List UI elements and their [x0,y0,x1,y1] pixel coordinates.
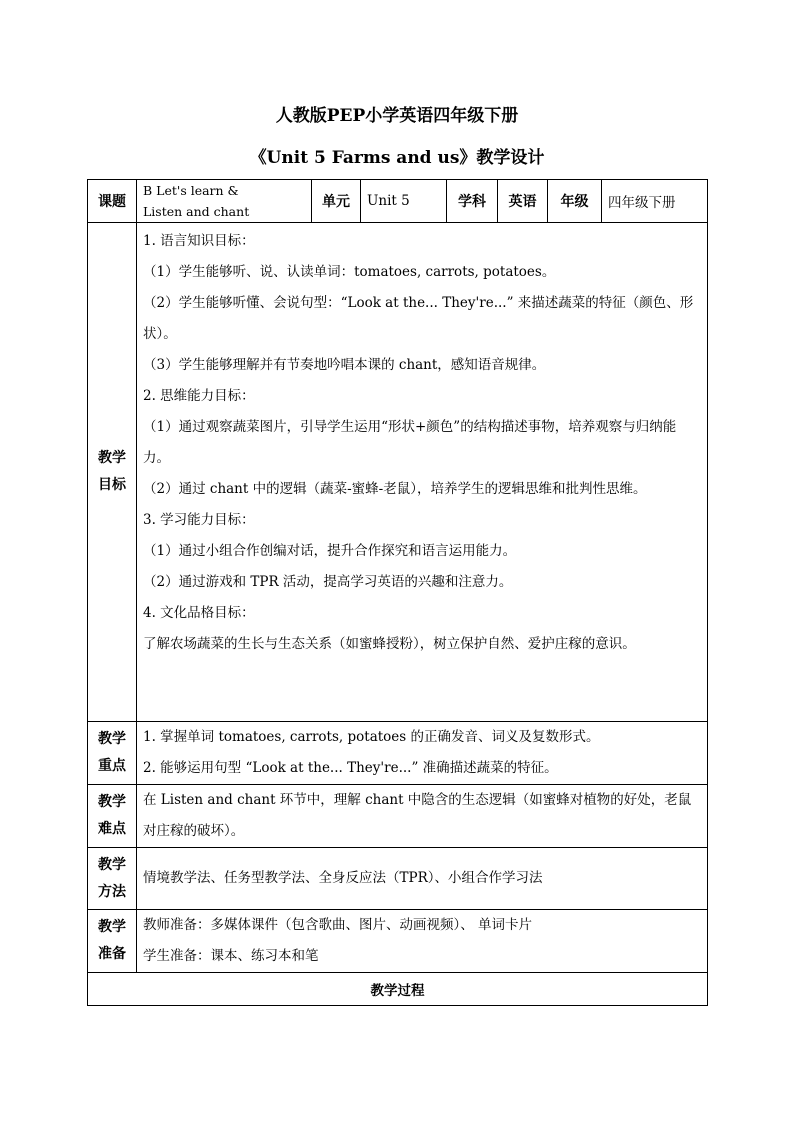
methods-content [137,848,708,910]
preparation-content [137,910,708,973]
teacher-preparation: 教师准备：多媒体课件（包含歌曲、图片、动画视频）、 单词卡片 [143,917,533,933]
difficulties-row [88,785,708,848]
goal-line: （1）通过观察蔬菜图片，引导学生运用“形状+颜色”的结构描述事物，培养观察与归纳能力。 [143,419,677,466]
methods-row [88,848,708,910]
student-preparation: 学生准备：课本、练习本和笔 [143,948,319,964]
process-row [88,973,708,1006]
goals-content [137,223,708,722]
key-point-line: 2. 能够运用句型 “Look at the... They're...” 准确描述蔬菜的特征。 [143,760,558,776]
difficulties-text: 在 Listen and chant 环节中，理解 chant 中隐含的生态逻辑（如蜜蜂对植物的好处，老鼠对庄稼的破坏）。 [143,792,692,839]
document-title: 人教版PEP小学英语四年级下册 [275,106,519,126]
header-row [88,180,708,223]
goal-line: 1. 语言知识目标： [143,233,255,249]
lesson-plan-table [87,179,708,1006]
key-points-content [137,722,708,785]
difficulties-label: 教学 难点 [88,785,137,848]
unit-value: Unit 5 [361,180,447,223]
goal-line: 了解农场蔬菜的生长与生态关系（如蜜蜂授粉），树立保护自然、爱护庄稼的意识。 [143,636,636,652]
subject-label: 学科 [447,180,498,223]
subject-value: 英语 [498,180,548,223]
goal-line: （1）学生能够听、说、认读单词：tomatoes, carrots, potatoes。 [143,264,556,280]
goal-line: 2. 思维能力目标： [143,388,255,404]
preparation-label: 教学 准备 [88,910,137,973]
process-heading: 教学过程 [88,973,708,1006]
goal-line: （2）通过游戏和 TPR 活动，提高学习英语的兴趣和注意力。 [143,574,513,590]
unit-label: 单元 [312,180,361,223]
document-subtitle: 《Unit 5 Farms and us》教学设计 [249,148,545,168]
key-points-row [88,722,708,785]
goal-line: （1）通过小组合作创编对话，提升合作探究和语言运用能力。 [143,543,517,559]
goal-line: 3. 学习能力目标： [143,512,255,528]
grade-label: 年级 [548,180,602,223]
key-point-line: 1. 掌握单词 tomatoes, carrots, potatoes 的正确发音、词义及复数形式。 [143,729,600,745]
topic-label: 课题 [88,180,137,223]
goal-line: 4. 文化品格目标： [143,605,255,621]
preparation-row [88,910,708,973]
topic-value-line1: B Let's learn & [143,183,239,198]
topic-value [137,180,312,223]
goal-line: （3）学生能够理解并有节奏地吟唱本课的 chant，感知语音规律。 [143,357,546,373]
methods-text: 情境教学法、任务型教学法、全身反应法（TPR）、小组合作学习法 [143,870,543,886]
grade-value: 四年级下册 [602,180,708,223]
methods-label: 教学 方法 [88,848,137,910]
goals-row [88,223,708,722]
goals-label: 教学 目标 [88,223,137,722]
topic-value-line2: Listen and chant [143,204,250,219]
key-points-label: 教学 重点 [88,722,137,785]
goal-line: （2）通过 chant 中的逻辑（蔬菜-蜜蜂-老鼠），培养学生的逻辑思维和批判性思维。 [143,481,647,497]
difficulties-content [137,785,708,848]
goal-line: （2）学生能够听懂、会说句型：“Look at the... They're...” 来描述蔬菜的特征（颜色、形状）。 [143,295,694,342]
